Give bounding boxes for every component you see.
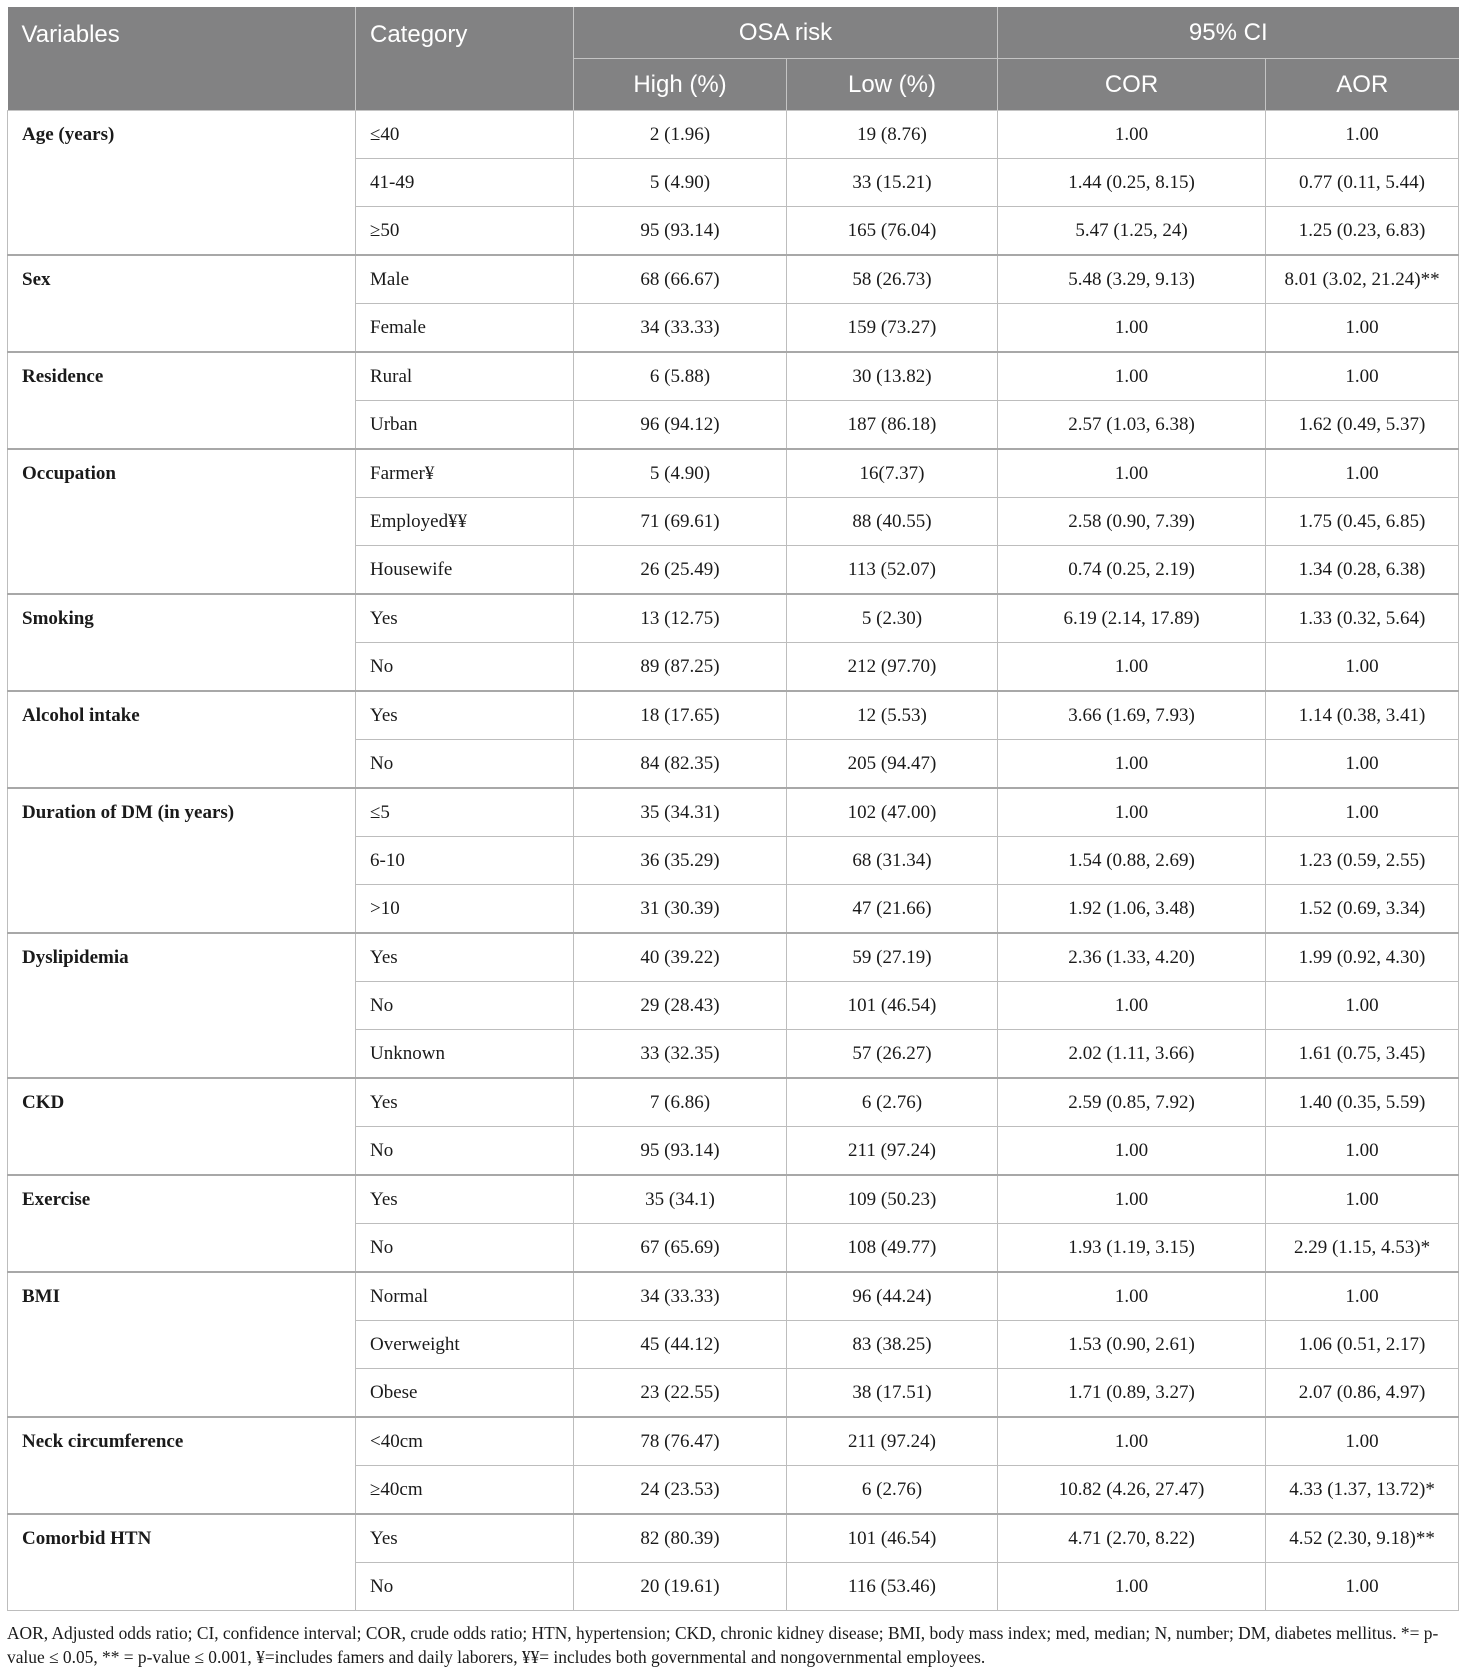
cor-cell: 2.58 (0.90, 7.39)	[998, 498, 1266, 546]
low-cell: 211 (97.24)	[787, 1127, 998, 1176]
low-cell: 19 (8.76)	[787, 111, 998, 159]
category-cell: 41-49	[356, 159, 574, 207]
category-cell: Male	[356, 255, 574, 304]
low-cell: 165 (76.04)	[787, 207, 998, 256]
high-cell: 20 (19.61)	[574, 1563, 787, 1611]
table-row	[8, 1514, 1459, 1563]
high-cell: 23 (22.55)	[574, 1369, 787, 1418]
category-cell: Employed¥¥	[356, 498, 574, 546]
low-cell: 5 (2.30)	[787, 594, 998, 643]
category-cell: Female	[356, 304, 574, 353]
aor-cell: 0.77 (0.11, 5.44)	[1266, 159, 1459, 207]
low-cell: 159 (73.27)	[787, 304, 998, 353]
low-cell: 108 (49.77)	[787, 1224, 998, 1273]
variable-cell: Occupation	[8, 449, 356, 594]
low-cell: 16(7.37)	[787, 449, 998, 498]
category-cell: No	[356, 1224, 574, 1273]
table-row	[8, 1272, 1459, 1321]
category-cell: Yes	[356, 594, 574, 643]
high-cell: 35 (34.31)	[574, 788, 787, 837]
low-cell: 187 (86.18)	[787, 401, 998, 450]
low-cell: 38 (17.51)	[787, 1369, 998, 1418]
header-variables: Variables	[8, 7, 356, 111]
low-cell: 88 (40.55)	[787, 498, 998, 546]
low-cell: 30 (13.82)	[787, 352, 998, 401]
variable-cell: Comorbid HTN	[8, 1514, 356, 1611]
low-cell: 113 (52.07)	[787, 546, 998, 595]
low-cell: 102 (47.00)	[787, 788, 998, 837]
aor-cell: 1.99 (0.92, 4.30)	[1266, 933, 1459, 982]
header-aor: AOR	[1266, 59, 1459, 111]
low-cell: 116 (53.46)	[787, 1563, 998, 1611]
low-cell: 101 (46.54)	[787, 1514, 998, 1563]
aor-cell: 1.06 (0.51, 2.17)	[1266, 1321, 1459, 1369]
high-cell: 71 (69.61)	[574, 498, 787, 546]
aor-cell: 1.23 (0.59, 2.55)	[1266, 837, 1459, 885]
category-cell: No	[356, 643, 574, 692]
variable-cell: Smoking	[8, 594, 356, 691]
cor-cell: 2.57 (1.03, 6.38)	[998, 401, 1266, 450]
high-cell: 96 (94.12)	[574, 401, 787, 450]
category-cell: No	[356, 982, 574, 1030]
high-cell: 68 (66.67)	[574, 255, 787, 304]
aor-cell: 1.00	[1266, 643, 1459, 692]
cor-cell: 1.54 (0.88, 2.69)	[998, 837, 1266, 885]
category-cell: <40cm	[356, 1417, 574, 1466]
aor-cell: 8.01 (3.02, 21.24)**	[1266, 255, 1459, 304]
cor-cell: 1.00	[998, 1175, 1266, 1224]
low-cell: 59 (27.19)	[787, 933, 998, 982]
category-cell: Overweight	[356, 1321, 574, 1369]
category-cell: ≥40cm	[356, 1466, 574, 1515]
cor-cell: 1.00	[998, 449, 1266, 498]
low-cell: 57 (26.27)	[787, 1030, 998, 1079]
header-low: Low (%)	[787, 59, 998, 111]
high-cell: 82 (80.39)	[574, 1514, 787, 1563]
low-cell: 211 (97.24)	[787, 1417, 998, 1466]
category-cell: Urban	[356, 401, 574, 450]
variable-cell: Residence	[8, 352, 356, 449]
high-cell: 5 (4.90)	[574, 159, 787, 207]
high-cell: 18 (17.65)	[574, 691, 787, 740]
aor-cell: 2.07 (0.86, 4.97)	[1266, 1369, 1459, 1418]
variable-cell: Neck circumference	[8, 1417, 356, 1514]
low-cell: 68 (31.34)	[787, 837, 998, 885]
cor-cell: 1.00	[998, 788, 1266, 837]
cor-cell: 2.59 (0.85, 7.92)	[998, 1078, 1266, 1127]
aor-cell: 4.52 (2.30, 9.18)**	[1266, 1514, 1459, 1563]
aor-cell: 1.52 (0.69, 3.34)	[1266, 885, 1459, 934]
aor-cell: 1.00	[1266, 352, 1459, 401]
aor-cell: 1.00	[1266, 788, 1459, 837]
table-row	[8, 449, 1459, 498]
aor-cell: 1.61 (0.75, 3.45)	[1266, 1030, 1459, 1079]
aor-cell: 1.00	[1266, 1272, 1459, 1321]
category-cell: Yes	[356, 1078, 574, 1127]
low-cell: 6 (2.76)	[787, 1466, 998, 1515]
aor-cell: 4.33 (1.37, 13.72)*	[1266, 1466, 1459, 1515]
aor-cell: 1.33 (0.32, 5.64)	[1266, 594, 1459, 643]
aor-cell: 1.00	[1266, 111, 1459, 159]
category-cell: No	[356, 740, 574, 789]
table-row	[8, 691, 1459, 740]
header-osa-risk: OSA risk	[574, 7, 998, 59]
aor-cell: 1.00	[1266, 1417, 1459, 1466]
aor-cell: 1.14 (0.38, 3.41)	[1266, 691, 1459, 740]
high-cell: 40 (39.22)	[574, 933, 787, 982]
low-cell: 33 (15.21)	[787, 159, 998, 207]
aor-cell: 1.00	[1266, 304, 1459, 353]
variable-cell: Duration of DM (in years)	[8, 788, 356, 933]
header-high: High (%)	[574, 59, 787, 111]
low-cell: 58 (26.73)	[787, 255, 998, 304]
table-container	[7, 7, 1458, 1611]
osa-risk-table	[7, 7, 1459, 1611]
variable-cell: Age (years)	[8, 111, 356, 256]
variable-cell: Exercise	[8, 1175, 356, 1272]
header-ci: 95% CI	[998, 7, 1459, 59]
aor-cell: 1.25 (0.23, 6.83)	[1266, 207, 1459, 256]
category-cell: Housewife	[356, 546, 574, 595]
category-cell: ≤40	[356, 111, 574, 159]
high-cell: 26 (25.49)	[574, 546, 787, 595]
variable-cell: CKD	[8, 1078, 356, 1175]
high-cell: 36 (35.29)	[574, 837, 787, 885]
aor-cell: 1.00	[1266, 1127, 1459, 1176]
cor-cell: 1.53 (0.90, 2.61)	[998, 1321, 1266, 1369]
aor-cell: 1.00	[1266, 740, 1459, 789]
header-category: Category	[356, 7, 574, 111]
low-cell: 109 (50.23)	[787, 1175, 998, 1224]
cor-cell: 2.02 (1.11, 3.66)	[998, 1030, 1266, 1079]
table-body	[8, 111, 1459, 1611]
category-cell: 6-10	[356, 837, 574, 885]
cor-cell: 1.93 (1.19, 3.15)	[998, 1224, 1266, 1273]
cor-cell: 1.00	[998, 643, 1266, 692]
cor-cell: 1.00	[998, 740, 1266, 789]
table-row	[8, 255, 1459, 304]
high-cell: 89 (87.25)	[574, 643, 787, 692]
table-row	[8, 111, 1459, 159]
category-cell: Farmer¥	[356, 449, 574, 498]
table-header	[8, 7, 1459, 111]
category-cell: Yes	[356, 1175, 574, 1224]
low-cell: 212 (97.70)	[787, 643, 998, 692]
cor-cell: 1.00	[998, 982, 1266, 1030]
cor-cell: 10.82 (4.26, 27.47)	[998, 1466, 1266, 1515]
cor-cell: 1.00	[998, 111, 1266, 159]
cor-cell: 1.00	[998, 1127, 1266, 1176]
cor-cell: 5.48 (3.29, 9.13)	[998, 255, 1266, 304]
high-cell: 34 (33.33)	[574, 1272, 787, 1321]
aor-cell: 1.62 (0.49, 5.37)	[1266, 401, 1459, 450]
cor-cell: 5.47 (1.25, 24)	[998, 207, 1266, 256]
high-cell: 84 (82.35)	[574, 740, 787, 789]
table-row	[8, 933, 1459, 982]
variable-cell: Dyslipidemia	[8, 933, 356, 1078]
category-cell: ≥50	[356, 207, 574, 256]
high-cell: 78 (76.47)	[574, 1417, 787, 1466]
cor-cell: 1.92 (1.06, 3.48)	[998, 885, 1266, 934]
category-cell: Normal	[356, 1272, 574, 1321]
aor-cell: 1.34 (0.28, 6.38)	[1266, 546, 1459, 595]
category-cell: Unknown	[356, 1030, 574, 1079]
header-row-1	[8, 7, 1459, 59]
category-cell: Obese	[356, 1369, 574, 1418]
category-cell: No	[356, 1127, 574, 1176]
table-row	[8, 352, 1459, 401]
high-cell: 95 (93.14)	[574, 1127, 787, 1176]
table-row	[8, 1078, 1459, 1127]
variable-cell: BMI	[8, 1272, 356, 1417]
category-cell: Rural	[356, 352, 574, 401]
cor-cell: 2.36 (1.33, 4.20)	[998, 933, 1266, 982]
high-cell: 7 (6.86)	[574, 1078, 787, 1127]
category-cell: Yes	[356, 933, 574, 982]
high-cell: 67 (65.69)	[574, 1224, 787, 1273]
variable-cell: Alcohol intake	[8, 691, 356, 788]
cor-cell: 4.71 (2.70, 8.22)	[998, 1514, 1266, 1563]
category-cell: Yes	[356, 691, 574, 740]
cor-cell: 1.00	[998, 304, 1266, 353]
table-row	[8, 788, 1459, 837]
cor-cell: 1.00	[998, 1563, 1266, 1611]
low-cell: 12 (5.53)	[787, 691, 998, 740]
cor-cell: 1.71 (0.89, 3.27)	[998, 1369, 1266, 1418]
high-cell: 13 (12.75)	[574, 594, 787, 643]
low-cell: 101 (46.54)	[787, 982, 998, 1030]
aor-cell: 2.29 (1.15, 4.53)*	[1266, 1224, 1459, 1273]
category-cell: >10	[356, 885, 574, 934]
cor-cell: 3.66 (1.69, 7.93)	[998, 691, 1266, 740]
low-cell: 47 (21.66)	[787, 885, 998, 934]
table-row	[8, 1175, 1459, 1224]
high-cell: 6 (5.88)	[574, 352, 787, 401]
table-row	[8, 594, 1459, 643]
cor-cell: 1.44 (0.25, 8.15)	[998, 159, 1266, 207]
high-cell: 34 (33.33)	[574, 304, 787, 353]
cor-cell: 6.19 (2.14, 17.89)	[998, 594, 1266, 643]
aor-cell: 1.40 (0.35, 5.59)	[1266, 1078, 1459, 1127]
category-cell: Yes	[356, 1514, 574, 1563]
header-cor: COR	[998, 59, 1266, 111]
cor-cell: 1.00	[998, 352, 1266, 401]
aor-cell: 1.00	[1266, 982, 1459, 1030]
high-cell: 95 (93.14)	[574, 207, 787, 256]
table-row	[8, 1417, 1459, 1466]
category-cell: No	[356, 1563, 574, 1611]
high-cell: 24 (23.53)	[574, 1466, 787, 1515]
low-cell: 205 (94.47)	[787, 740, 998, 789]
high-cell: 33 (32.35)	[574, 1030, 787, 1079]
category-cell: ≤5	[356, 788, 574, 837]
aor-cell: 1.00	[1266, 1175, 1459, 1224]
aor-cell: 1.00	[1266, 449, 1459, 498]
high-cell: 5 (4.90)	[574, 449, 787, 498]
high-cell: 29 (28.43)	[574, 982, 787, 1030]
cor-cell: 1.00	[998, 1417, 1266, 1466]
high-cell: 2 (1.96)	[574, 111, 787, 159]
cor-cell: 1.00	[998, 1272, 1266, 1321]
variable-cell: Sex	[8, 255, 356, 352]
high-cell: 31 (30.39)	[574, 885, 787, 934]
low-cell: 96 (44.24)	[787, 1272, 998, 1321]
aor-cell: 1.75 (0.45, 6.85)	[1266, 498, 1459, 546]
aor-cell: 1.00	[1266, 1563, 1459, 1611]
high-cell: 45 (44.12)	[574, 1321, 787, 1369]
high-cell: 35 (34.1)	[574, 1175, 787, 1224]
cor-cell: 0.74 (0.25, 2.19)	[998, 546, 1266, 595]
low-cell: 6 (2.76)	[787, 1078, 998, 1127]
table-footnote: AOR, Adjusted odds ratio; CI, confidence interval; COR, crude odds ratio; HTN, hypertension; CKD, chronic kidney disease; BMI, body mass index; med, median; N, number; DM, diabetes mellitus. *= p- value ≤ 0.05, ** = p-value ≤ 0.001, ¥=includes famers and daily laborers, ¥¥= includes both governmental and nongovernmental employees.	[7, 1623, 1439, 1667]
low-cell: 83 (38.25)	[787, 1321, 998, 1369]
